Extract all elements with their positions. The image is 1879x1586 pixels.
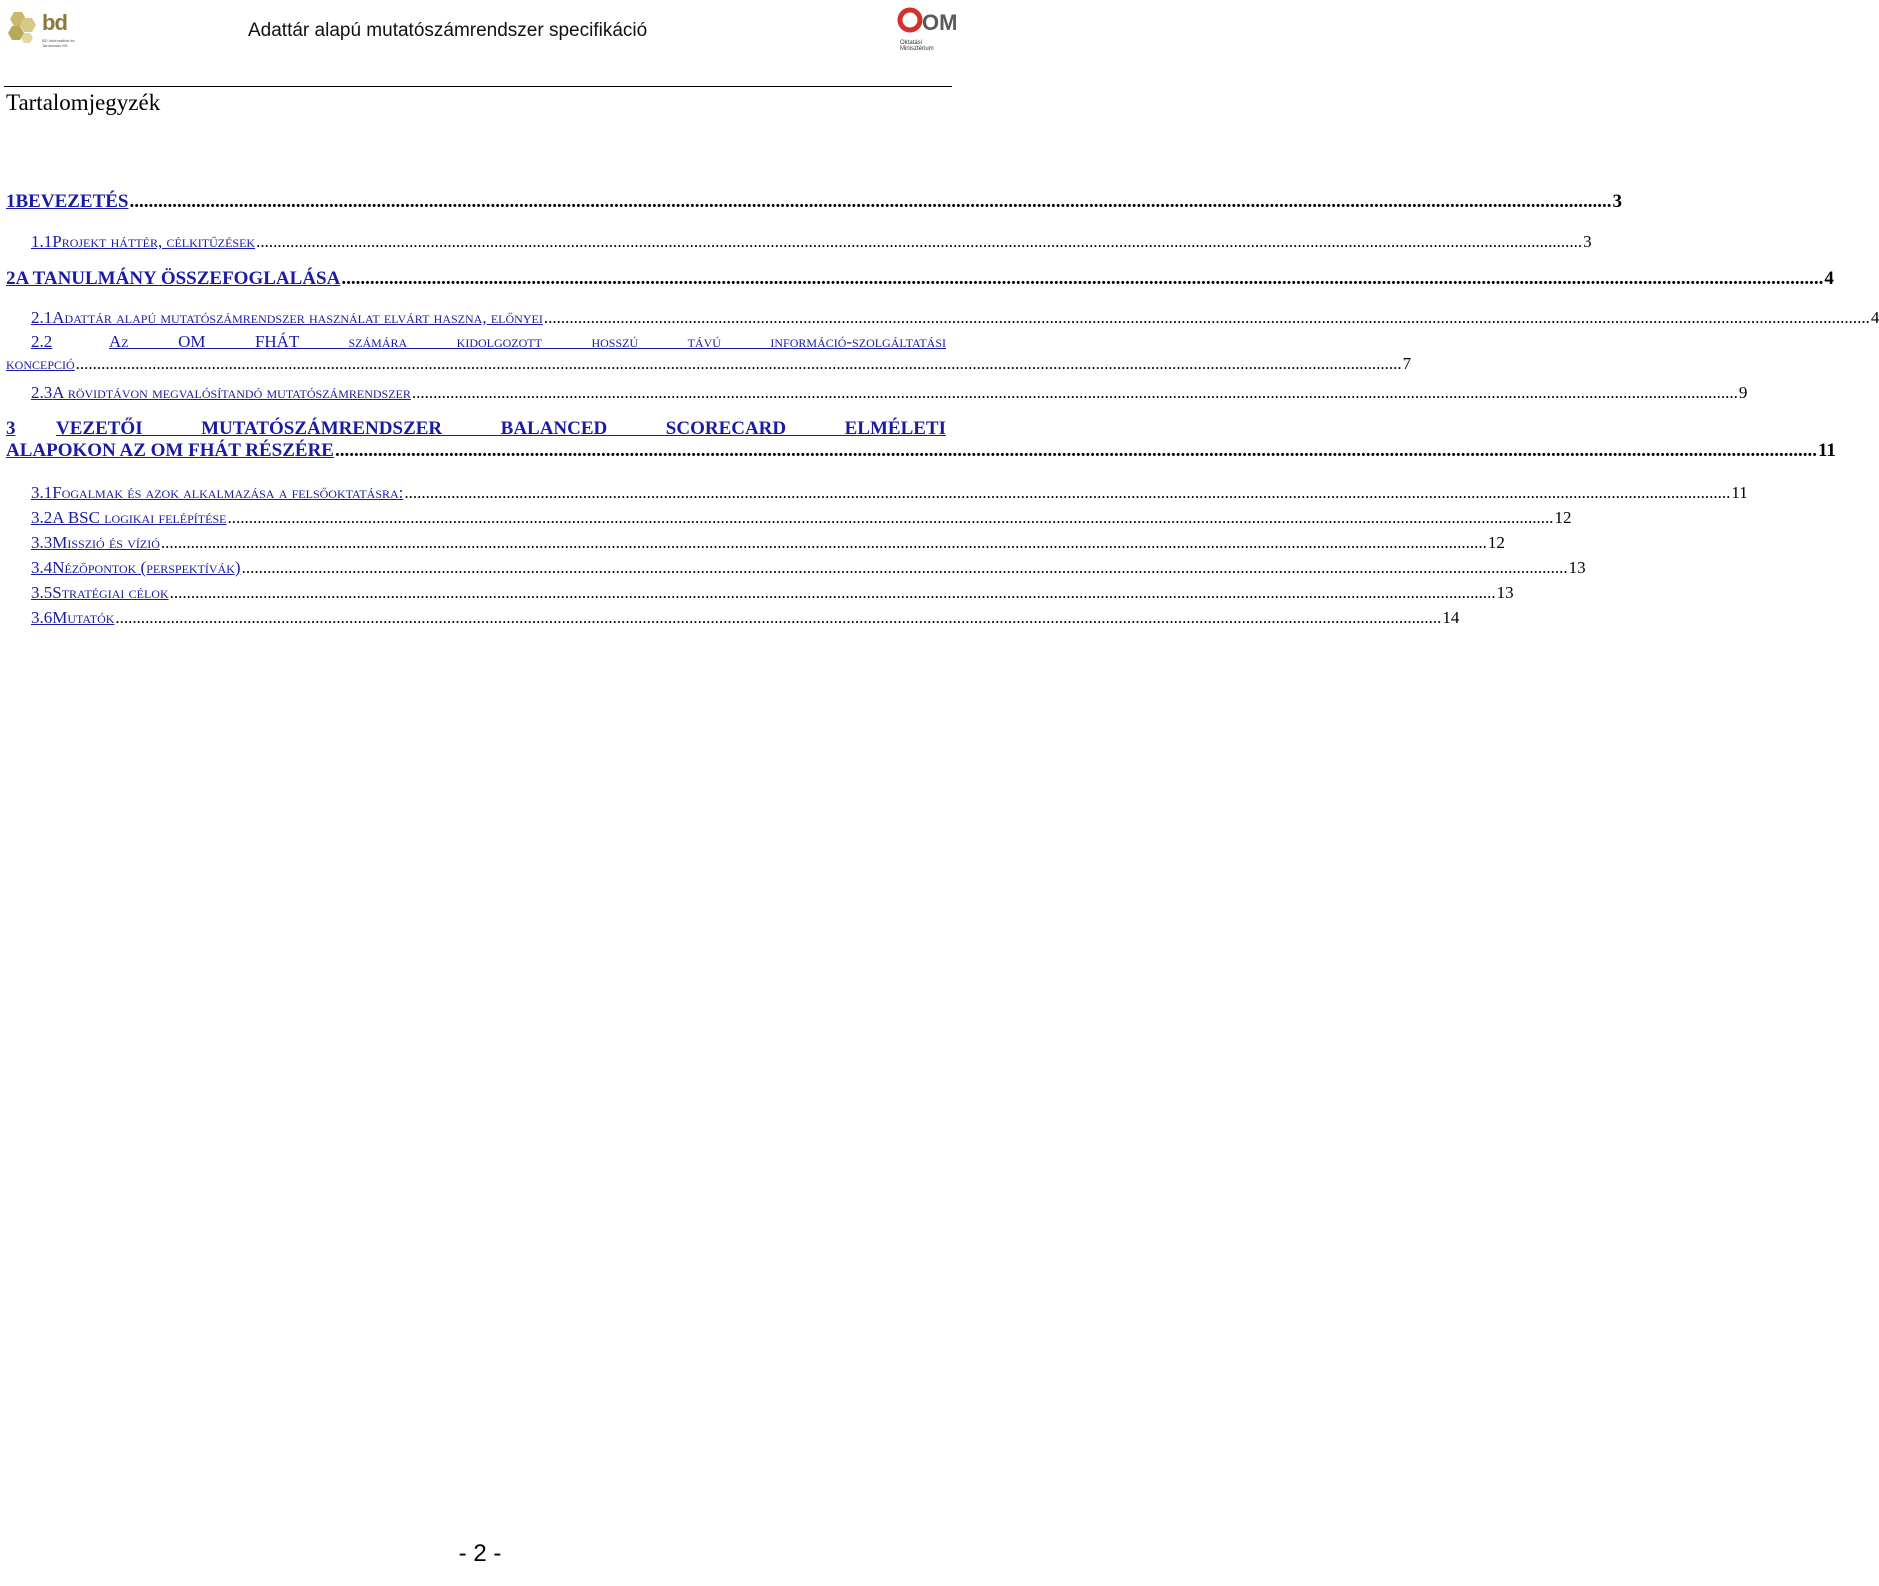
toc-entry-title[interactable]: A rövidtávon megvalósítandó mutatószámrendszer — [52, 383, 411, 402]
dot-leader — [115, 608, 1441, 628]
toc-entry-number[interactable]: 3.2 — [31, 508, 53, 527]
toc-entry-page: 9 — [1738, 383, 1748, 402]
toc-entry-page: 3 — [1583, 232, 1592, 251]
toc-entry-2-1[interactable] — [6, 308, 1879, 328]
toc-entry-title[interactable]: Misszió és vízió — [52, 533, 160, 552]
toc-entry-number[interactable]: 1 — [6, 191, 16, 212]
toc-entry-first-line — [6, 418, 946, 440]
toc-entry-page: 11 — [1731, 483, 1748, 502]
toc-entry-title[interactable]: Projekt háttér, célkitűzések — [52, 232, 256, 251]
hexagon-logo-icon — [4, 6, 44, 46]
toc-entry-title[interactable]: A BSC logikai felépítése — [52, 508, 227, 527]
toc-entry-number[interactable]: 2.2 — [31, 332, 53, 351]
toc-entry-number[interactable]: 2 — [6, 268, 16, 289]
toc-entry-page: 13 — [1568, 558, 1586, 577]
toc-entry-3-5[interactable] — [6, 583, 1514, 603]
toc-entry-number[interactable]: 2.3 — [31, 383, 53, 402]
om-logo-subtitle: Oktatási Minisztérium — [900, 40, 934, 52]
header-divider — [4, 86, 952, 87]
dot-leader — [256, 232, 1582, 252]
dot-leader — [227, 508, 1553, 528]
toc-entry-title-continued[interactable]: koncepció — [6, 354, 75, 373]
toc-entry-title[interactable]: VEZETŐI MUTATÓSZÁMRENDSZER BALANCED SCORECARD ELMÉLETI — [56, 418, 946, 439]
toc-entry-page: 3 — [1612, 191, 1622, 212]
toc-entry-title[interactable]: Fogalmak és azok alkalmazása a felsőoktatásra: — [52, 483, 404, 502]
toc-entry-page: 4 — [1824, 268, 1834, 289]
bd-logo-text: bd — [42, 10, 67, 35]
toc-entry-number[interactable]: 1.1 — [31, 232, 53, 251]
dot-leader — [170, 583, 1496, 603]
toc-entry-number[interactable]: 3.4 — [31, 558, 53, 577]
toc-entry-title[interactable]: Mutatók — [52, 608, 115, 627]
toc-entry-page: 12 — [1554, 508, 1572, 527]
dot-leader — [341, 268, 1823, 290]
toc-entry-page: 14 — [1442, 608, 1460, 627]
bd-logo — [4, 6, 84, 52]
toc-entry-title[interactable]: A TANULMÁNY ÖSSZEFOGLALÁSA — [15, 268, 341, 289]
page-number: - 2 - — [458, 1540, 502, 1567]
toc-entry-2[interactable] — [6, 268, 1834, 290]
toc-entry-1-1[interactable] — [6, 232, 1592, 252]
bd-logo-subtitle: BD Informatikai és Tanácsadó Kft. — [42, 38, 75, 48]
dot-leader — [412, 383, 1738, 403]
toc-entry-second-line — [6, 354, 1412, 374]
dot-leader — [161, 533, 1487, 553]
toc-entry-number[interactable]: 3.1 — [31, 483, 53, 502]
toc-entry-number[interactable]: 3.6 — [31, 608, 53, 627]
toc-entry-title-continued[interactable]: ALAPOKON AZ OM FHÁT RÉSZÉRE — [6, 440, 334, 461]
toc-entry-title[interactable]: BEVEZETÉS — [15, 191, 129, 212]
page-header — [0, 0, 960, 88]
toc-entry-3-2[interactable] — [6, 508, 1572, 528]
om-logo — [898, 6, 958, 54]
toc-entry-page: 13 — [1496, 583, 1514, 602]
toc-entry-2-2[interactable] — [6, 332, 1412, 373]
om-logo-mark-icon — [898, 6, 958, 38]
toc-entry-title[interactable]: Stratégiai célok — [52, 583, 169, 602]
toc-entry-page: 12 — [1487, 533, 1505, 552]
toc-entry-3-3[interactable] — [6, 533, 1505, 553]
toc-entry-second-line — [6, 440, 1836, 462]
toc-entry-3-6[interactable] — [6, 608, 1460, 628]
toc-entry-title[interactable]: Adattár alapú mutatószámrendszer használat elvárt haszna, előnyei — [52, 308, 543, 327]
toc-entry-number[interactable]: 3 — [6, 418, 16, 439]
toc-entry-page: 4 — [1870, 308, 1879, 327]
toc-entry-page: 11 — [1817, 440, 1836, 461]
toc-entry-3-4[interactable] — [6, 558, 1586, 578]
toc-entry-number[interactable]: 2.1 — [31, 308, 53, 327]
dot-leader — [404, 483, 1730, 503]
dot-leader — [130, 191, 1612, 213]
toc-entry-first-line — [6, 332, 946, 352]
document-title: Adattár alapú mutatószámrendszer specifikáció — [248, 20, 648, 41]
toc-entry-3-1[interactable] — [6, 483, 1748, 503]
dot-leader — [335, 440, 1817, 462]
dot-leader — [544, 308, 1870, 328]
toc-entry-title[interactable]: Nézőpontok (perspektívák) — [52, 558, 241, 577]
toc-entry-2-3[interactable] — [6, 383, 1748, 403]
om-logo-text: OM — [922, 10, 958, 35]
toc-entry-title[interactable]: Az OM FHÁT számára kidolgozott hosszú távú információ-szolgáltatási — [109, 332, 946, 351]
toc-title: Tartalomjegyzék — [6, 90, 161, 115]
dot-leader — [76, 354, 1402, 374]
toc-entry-3[interactable] — [6, 418, 1836, 462]
toc-entry-number[interactable]: 3.3 — [31, 533, 53, 552]
toc-entry-number[interactable]: 3.5 — [31, 583, 53, 602]
dot-leader — [242, 558, 1568, 578]
toc-entry-1[interactable] — [6, 191, 1622, 213]
toc-entry-page: 7 — [1402, 354, 1412, 373]
